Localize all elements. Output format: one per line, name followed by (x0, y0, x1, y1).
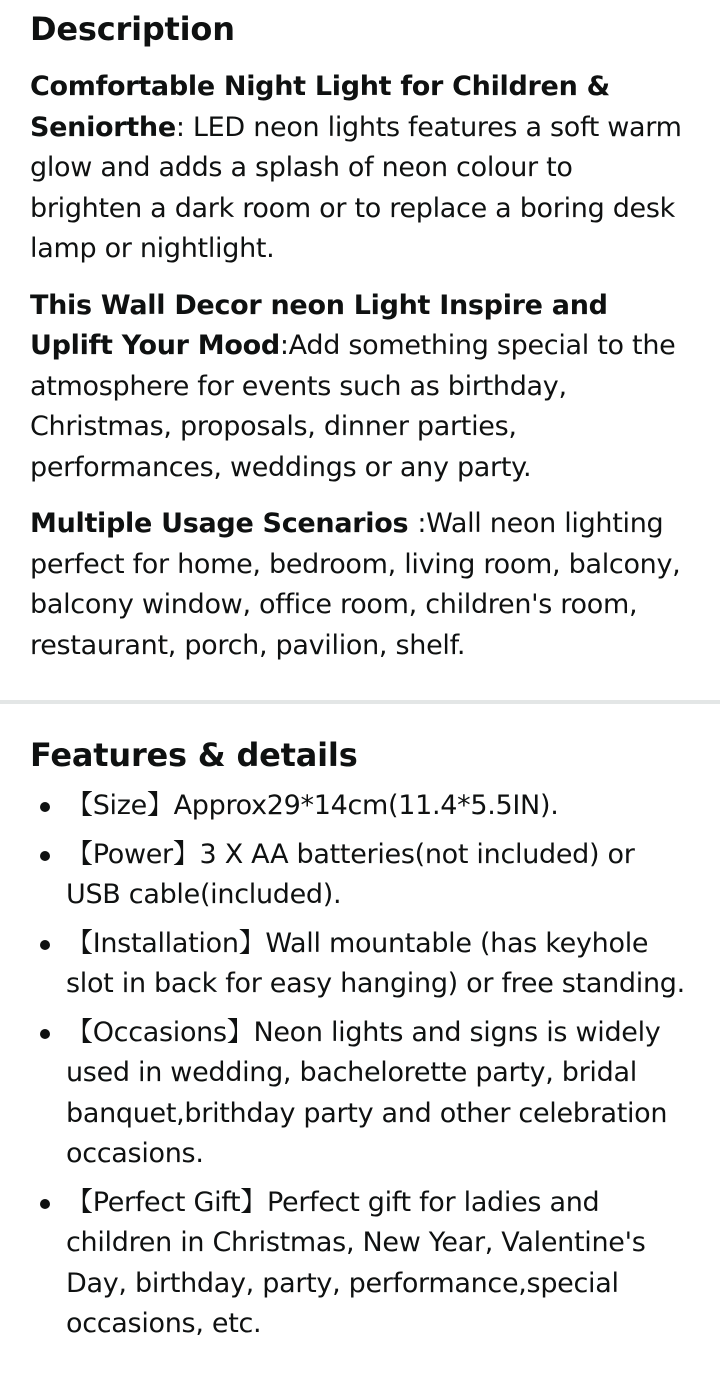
feature-text: 【Power】3 X AA batteries(not included) or USB cable(included). (66, 838, 635, 910)
bullet-icon (40, 802, 50, 812)
bullet-icon (40, 1199, 50, 1209)
description-paragraph (30, 286, 690, 489)
feature-text: 【Size】Approx29*14cm(11.4*5.5IN). (66, 790, 559, 821)
features-section (0, 704, 720, 1345)
paragraph-title: Multiple Usage Scenarios (30, 508, 418, 539)
description-paragraph (30, 504, 690, 666)
paragraph-title: This Wall Decor neon Light Inspire and Uplift Your Mood (30, 289, 608, 361)
description-section (0, 0, 720, 666)
feature-text: 【Installation】Wall mountable (has keyhole slot in back for easy hanging) or free standing. (66, 927, 685, 999)
paragraph-text: : LED neon lights features a soft warm glow and adds a splash of neon colour to brighten a dark room or to replace a boring desk lamp or nightlight. (30, 111, 682, 264)
features-heading: Features & details (30, 736, 358, 774)
paragraph-text: :Add something special to the atmosphere for events such as birthday, Christmas, proposals, dinner parties, performances, weddings or any party. (30, 330, 676, 483)
feature-item (30, 1183, 690, 1345)
bullet-icon (40, 851, 50, 861)
paragraph-title: Comfortable Night Light for Children & Seniorthe (30, 71, 610, 143)
paragraph-text: :Wall neon lighting perfect for home, bedroom, living room, balcony, balcony window, office room, children's room, restaurant, porch, pavilion, shelf. (30, 508, 681, 661)
bullet-icon (40, 940, 50, 950)
feature-text: 【Perfect Gift】Perfect gift for ladies and children in Christmas, New Year, Valentine's Day, birthday, party, performance,special occasions, etc. (66, 1186, 646, 1339)
features-list (30, 786, 690, 1345)
feature-item (30, 835, 690, 916)
feature-text: 【Occasions】Neon lights and signs is widely used in wedding, bachelorette party, bridal banquet,brithday party and other celebration occasions. (66, 1016, 668, 1169)
bullet-icon (40, 1029, 50, 1039)
feature-item (30, 786, 690, 827)
description-heading: Description (30, 10, 235, 48)
feature-item (30, 1013, 690, 1175)
feature-item (30, 924, 690, 1005)
description-paragraph (30, 67, 690, 270)
